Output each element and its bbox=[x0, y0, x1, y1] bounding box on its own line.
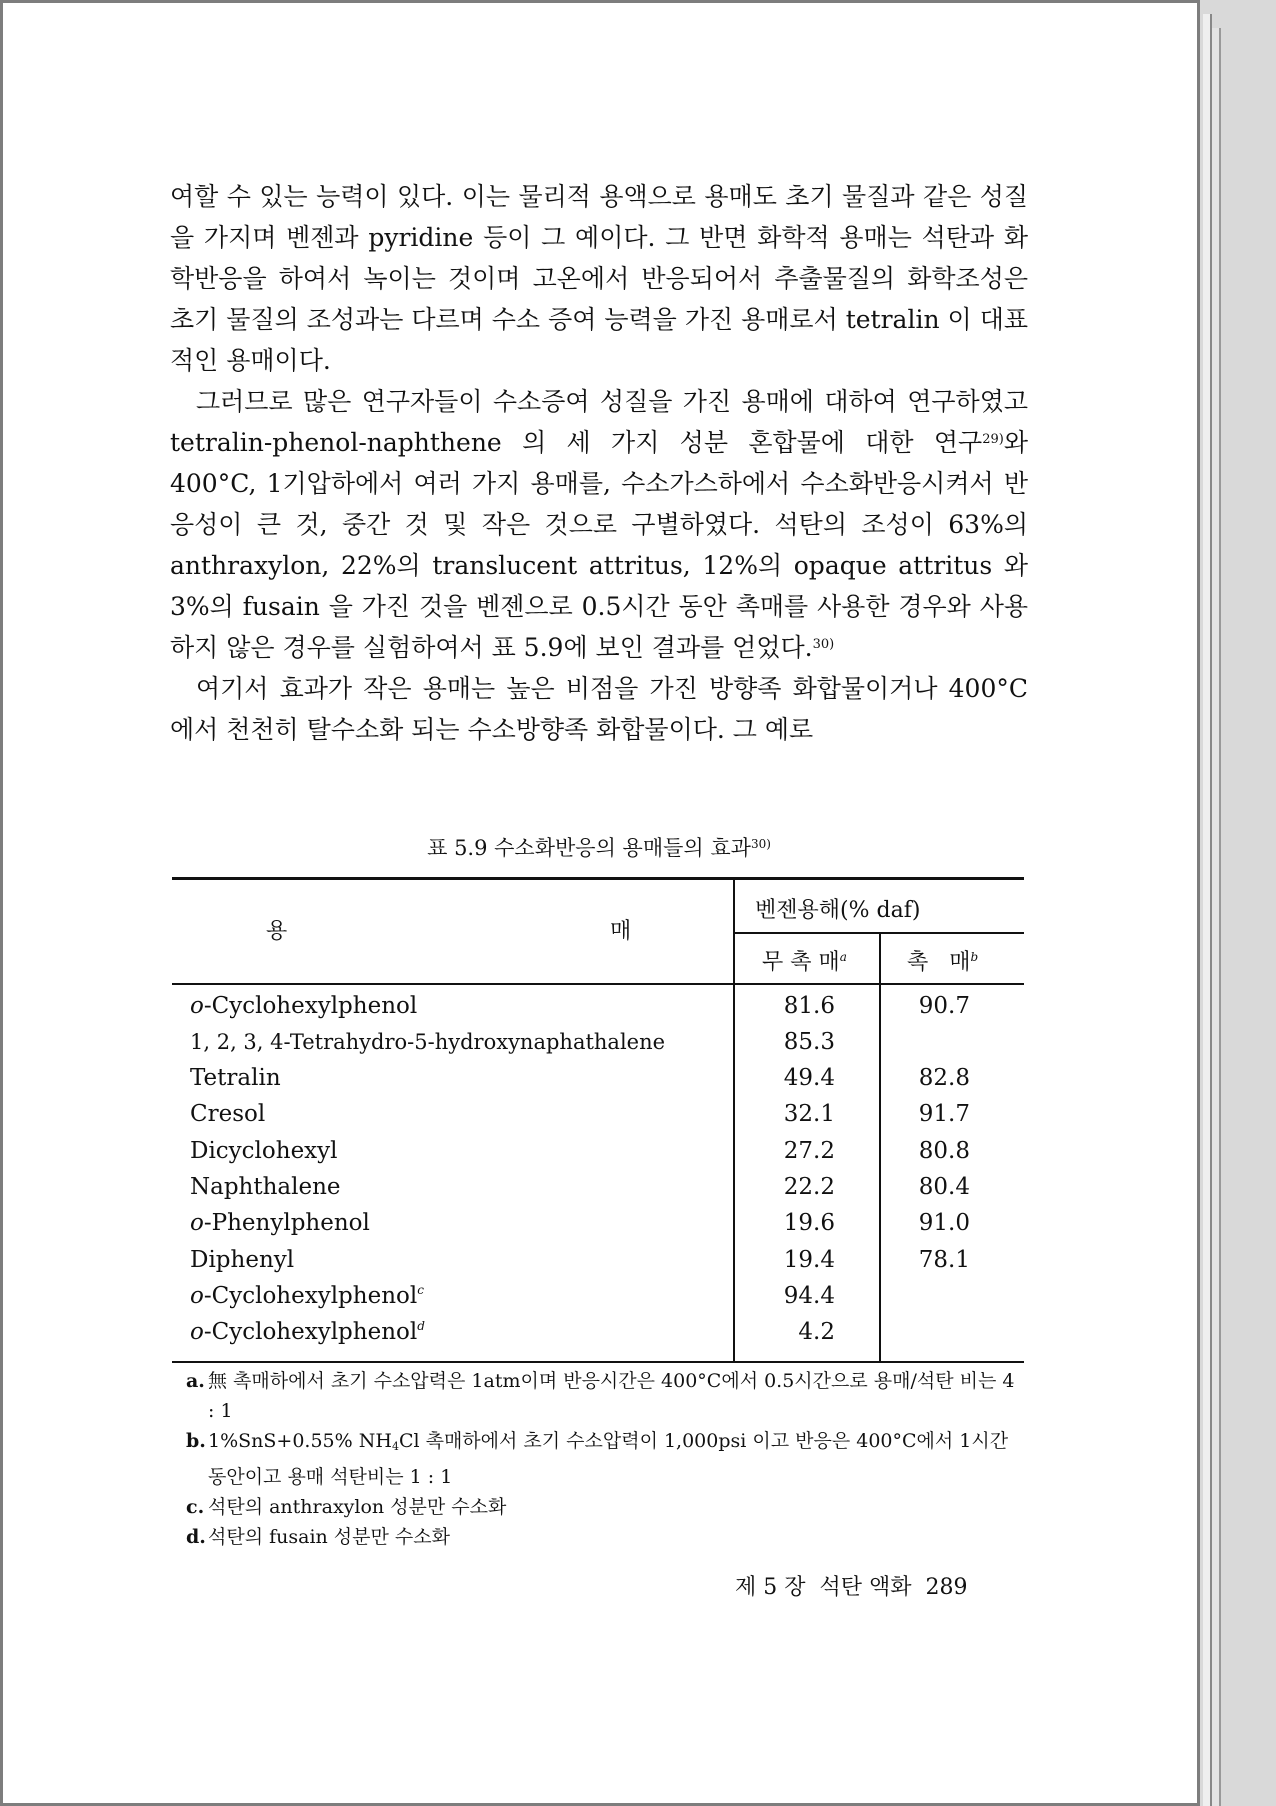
table-row bbox=[0, 1210, 1200, 1246]
value-no-catalyst: 49.4 bbox=[783, 1065, 835, 1091]
paragraph-2 bbox=[170, 381, 1028, 668]
value-catalyst: 91.7 bbox=[918, 1101, 970, 1127]
table-row bbox=[0, 1101, 1200, 1137]
table-row bbox=[0, 1138, 1200, 1174]
value-no-catalyst: 94.4 bbox=[783, 1283, 835, 1309]
value-catalyst: 78.1 bbox=[918, 1247, 970, 1273]
value-no-catalyst: 81.6 bbox=[783, 993, 835, 1019]
solvent-name: Naphthalene bbox=[190, 1174, 341, 1200]
solvent-name: Cresol bbox=[190, 1101, 266, 1127]
reference-30: 30) bbox=[812, 637, 835, 652]
value-no-catalyst: 19.6 bbox=[783, 1210, 835, 1236]
header-catalyst-label: 촉 매 bbox=[907, 950, 971, 975]
value-catalyst: 91.0 bbox=[918, 1210, 970, 1236]
table-row bbox=[0, 993, 1200, 1029]
value-catalyst: 82.8 bbox=[918, 1065, 970, 1091]
footnote-b: b. 1%SnS+0.55% $NH_4Cl$ 촉매하에서 초기 수소압력이 1,000psi 이고 반응은 400°C에서 1시간 동안이고 용매 석탄비는 1 : 1 bbox=[186, 1430, 1009, 1488]
footnote-mark-a: a bbox=[839, 950, 847, 964]
value-no-catalyst: 22.2 bbox=[783, 1174, 835, 1200]
value-no-catalyst: 85.3 bbox=[783, 1029, 835, 1055]
footnote-mark-b: b bbox=[970, 950, 979, 964]
page-number: 289 bbox=[925, 1575, 968, 1600]
reference-29: 29) bbox=[982, 432, 1004, 447]
page-edge bbox=[1212, 28, 1221, 1806]
table-caption bbox=[170, 832, 1028, 862]
value-catalyst: 80.4 bbox=[918, 1174, 970, 1200]
solvent-name: 1, 2, 3, 4-Tetrahydro-5-hydroxynaphathalene bbox=[190, 1030, 666, 1054]
body-text bbox=[170, 176, 1028, 750]
solvent-name: Tetralin bbox=[190, 1065, 281, 1091]
paragraph-2-part-2: 와 400°C, 1기압하에서 여러 가지 용매를, 수소가스하에서 수소화반응시켜서 반응성이 큰 것, 중간 것 및 작은 것으로 구별하였다. 석탄의 조성이 63%의 anthraxylon, 22%의 translucent attritus, 12%의 opaque attritus 와 3%의 fusain 을 가진 것을 벤젠으로 0.5시간 동안 촉매를 사용한 경우와 사용하지 않은 경우를 실험하여서 표 5.9에 보인 결과를 얻었다. bbox=[170, 428, 1028, 662]
paragraph-3: 여기서 효과가 작은 용매는 높은 비점을 가진 방향족 화합물이거나 400°C 에서 천천히 탈수소화 되는 수소방향족 화합물이다. 그 예로 bbox=[170, 674, 1028, 744]
solvent-name: Dicyclohexyl bbox=[190, 1138, 338, 1164]
table-row bbox=[0, 1319, 1200, 1355]
table-caption-reference: 30) bbox=[750, 837, 771, 851]
solvent-name: o-Phenylphenol bbox=[190, 1210, 370, 1236]
solvent-name: Diphenyl bbox=[190, 1247, 295, 1273]
header-benzene-solubility: 벤젠용해(% daf) bbox=[755, 898, 921, 923]
table-top-rule bbox=[172, 877, 1024, 880]
table-bottom-rule bbox=[172, 1361, 1024, 1363]
value-no-catalyst: 32.1 bbox=[783, 1101, 835, 1127]
chapter-title: 제 5 장 석탄 액화 bbox=[735, 1575, 912, 1600]
table-caption-text: 표 5.9 수소화반응의 용매들의 효과 bbox=[427, 836, 751, 860]
paragraph-1: 여할 수 있는 능력이 있다. 이는 물리적 용액으로 용매도 초기 물질과 같은 성질을 가지며 벤젠과 pyridine 등이 그 예이다. 그 반면 화학적 용매는 석탄과 화학반응을 하여서 녹이는 것이며 고온에서 반응되어서 추출물질의 화학조성은 초기 물질의 조성과는 다르며 수소 증여 능력을 가진 용매로서 tetralin 이 대표적인 용매이다. bbox=[170, 182, 1028, 375]
footnote-a: a. 無 촉매하에서 초기 수소압력은 1atm이며 반응시간은 400°C에서 0.5시간으로 용매/석탄 비는 4 : 1 bbox=[186, 1370, 1015, 1422]
solvent-name: o-Cyclohexylphenol bbox=[190, 993, 418, 1019]
table-row bbox=[0, 1174, 1200, 1210]
header-no-catalyst bbox=[762, 945, 847, 976]
page-edge bbox=[1203, 14, 1212, 1806]
header-catalyst bbox=[907, 945, 978, 976]
value-catalyst: 90.7 bbox=[918, 993, 970, 1019]
solvent-name: o-Cyclohexylphenol$^c$ bbox=[190, 1283, 424, 1309]
table-footnotes bbox=[186, 1366, 1026, 1552]
value-no-catalyst: 27.2 bbox=[783, 1138, 835, 1164]
solvent-name: o-Cyclohexylphenol$^d$ bbox=[190, 1319, 425, 1345]
table-row bbox=[0, 1247, 1200, 1283]
value-no-catalyst: 4.2 bbox=[798, 1319, 835, 1345]
footnote-d: d. 석탄의 fusain 성분만 수소화 bbox=[186, 1526, 450, 1548]
paragraph-2-part-1: 그러므로 많은 연구자들이 수소증여 성질을 가진 용매에 대하여 연구하였고 tetralin-phenol-naphthene 의 세 가지 성분 혼합물에 대한 연구 bbox=[170, 387, 1028, 457]
header-no-catalyst-label: 무 촉 매 bbox=[762, 950, 840, 975]
footnote-c: c. 석탄의 anthraxylon 성분만 수소화 bbox=[186, 1496, 507, 1518]
header-solvent-1: 용 bbox=[266, 919, 288, 944]
page-footer bbox=[735, 1570, 967, 1601]
value-catalyst: 80.8 bbox=[918, 1138, 970, 1164]
value-no-catalyst: 19.4 bbox=[783, 1247, 835, 1273]
header-bottom-rule bbox=[172, 983, 1024, 985]
table-row bbox=[0, 1283, 1200, 1319]
header-solvent-2: 매 bbox=[610, 919, 632, 944]
table-row bbox=[0, 1029, 1200, 1065]
table-row bbox=[0, 1065, 1200, 1101]
